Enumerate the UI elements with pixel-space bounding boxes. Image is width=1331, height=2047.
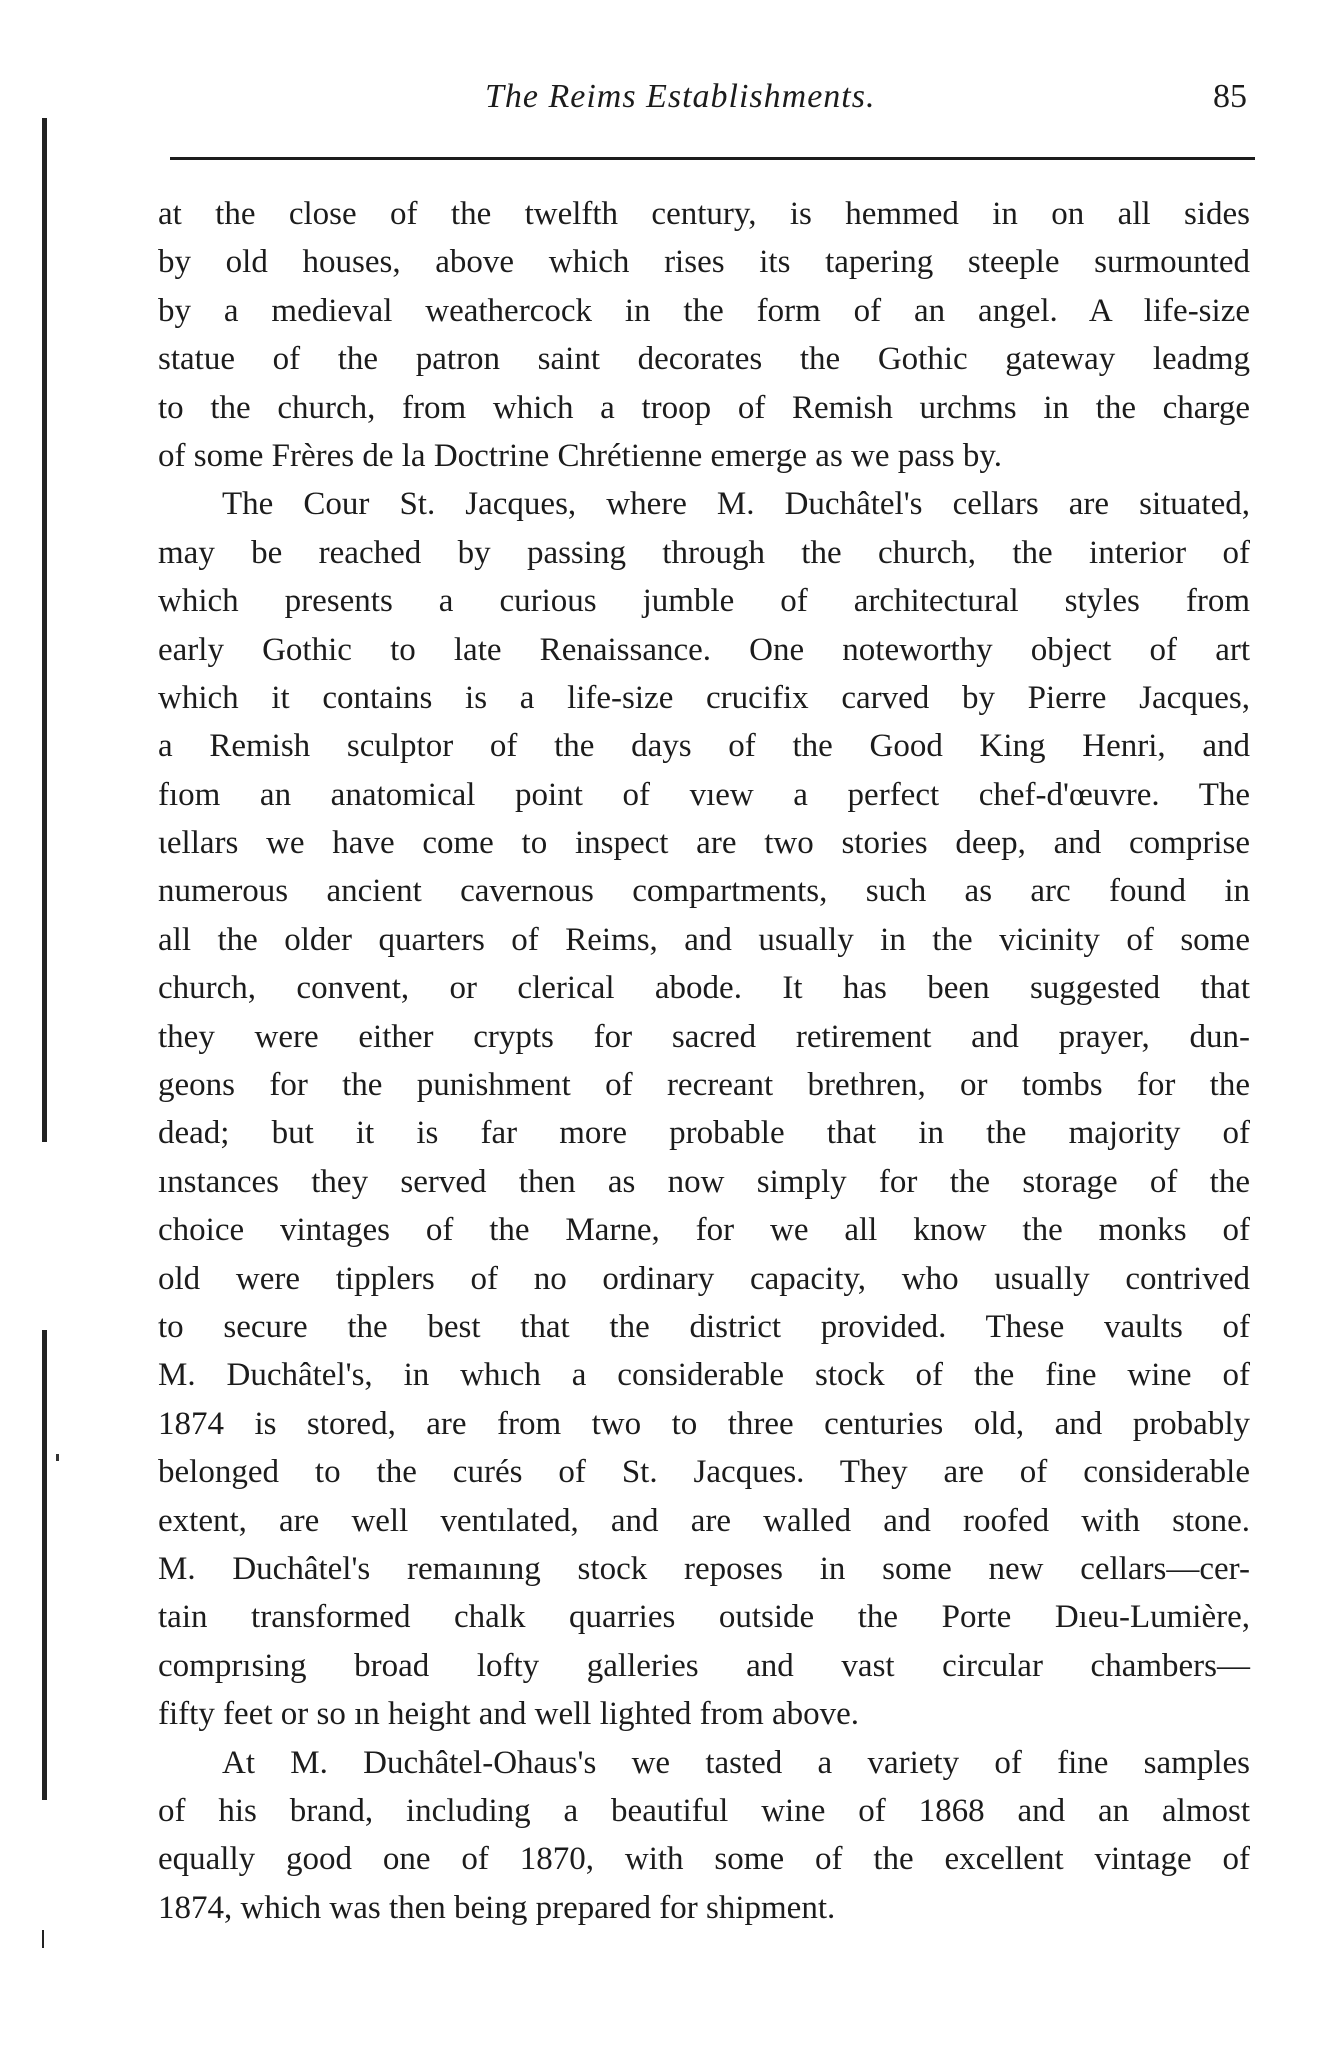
text-line: tain transformed chalk quarries outside the Porte Dıeu-Lumière, [158,1599,1250,1636]
text-line: by a medieval weathercock in the form of an angel. A life-size [158,292,1250,329]
text-line: numerous ancient cavernous compartments, such as arc found in [158,873,1250,910]
text-line: dead; but it is far more probable that in the majority of [158,1115,1250,1152]
text-line: choice vintages of the Marne, for we all know the monks of [158,1212,1250,1249]
body-text [158,190,1250,1932]
text-line: of his brand, including a beautiful wine of 1868 and an almost [158,1792,1250,1829]
text-line: old were tipplers of no ordinary capacity, who usually contrived [158,1260,1250,1297]
text-line: 1874 is stored, are from two to three centuries old, and probably [158,1405,1250,1442]
text-line: which presents a curious jumble of architectural styles from [158,583,1250,620]
text-line: statue of the patron saint decorates the Gothic gateway leadmg [158,341,1250,378]
text-line: a Remish sculptor of the days of the Good King Henri, and [158,728,1250,765]
text-line: ɩellars we have come to inspect are two stories deep, and comprise [158,825,1250,862]
header-rule [170,157,1255,160]
running-title: The Reims Establishments. [485,78,876,115]
scan-speck [56,1454,59,1461]
text-line: M. Duchâtel's remaınıng stock reposes in some new cellars—cer- [158,1550,1250,1587]
text-line: they were either crypts for sacred retirement and prayer, dun- [158,1018,1250,1055]
scan-edge-mark [42,118,47,1142]
text-line: church, convent, or clerical abode. It has been suggested that [158,970,1250,1007]
page-number: 85 [1213,78,1247,115]
text-line: 1874, which was then being prepared for shipment. [158,1889,836,1926]
text-line: fıom an anatomical point of vıew a perfect chef-d'œuvre. The [158,776,1250,813]
text-line: ınstances they served then as now simply for the storage of the [158,1163,1250,1200]
scan-edge-mark [42,1930,44,1948]
text-line: M. Duchâtel's, in whıch a considerable stock of the fine wine of [158,1357,1250,1394]
text-line: which it contains is a life-size crucifix carved by Pierre Jacques, [158,679,1250,716]
text-line: comprısing broad lofty galleries and vast circular chambers— [158,1647,1250,1684]
text-line: early Gothic to late Renaissance. One noteworthy object of art [158,631,1250,668]
text-line: by old houses, above which rises its tapering steeple surmounted [158,244,1250,281]
text-line: geons for the punishment of recreant brethren, or tombs for the [158,1067,1250,1104]
text-line: to the church, from which a troop of Remish urchms in the charge [158,389,1250,426]
paragraph-start-line: The Cour St. Jacques, where M. Duchâtel's cellars are situated, [222,486,1250,523]
text-line: fifty feet or so ın height and well lighted from above. [158,1696,860,1733]
text-line: belonged to the curés of St. Jacques. They are of considerable [158,1454,1250,1491]
running-head [170,72,1255,120]
text-line: extent, are well ventılated, and are walled and roofed with stone. [158,1502,1250,1539]
text-line: of some Frères de la Doctrine Chrétienne emerge as we pass by. [158,437,1002,474]
text-line: all the older quarters of Reims, and usually in the vicinity of some [158,921,1250,958]
paragraph-start-line: At M. Duchâtel-Ohaus's we tasted a variety of fine samples [222,1744,1250,1781]
scan-edge-mark [42,1330,47,1800]
text-line: to secure the best that the district provided. These vaults of [158,1308,1250,1345]
text-line: may be reached by passing through the church, the interior of [158,534,1250,571]
text-line: equally good one of 1870, with some of the excellent vintage of [158,1841,1250,1878]
text-line: at the close of the twelfth century, is hemmed in on all sides [158,196,1250,232]
